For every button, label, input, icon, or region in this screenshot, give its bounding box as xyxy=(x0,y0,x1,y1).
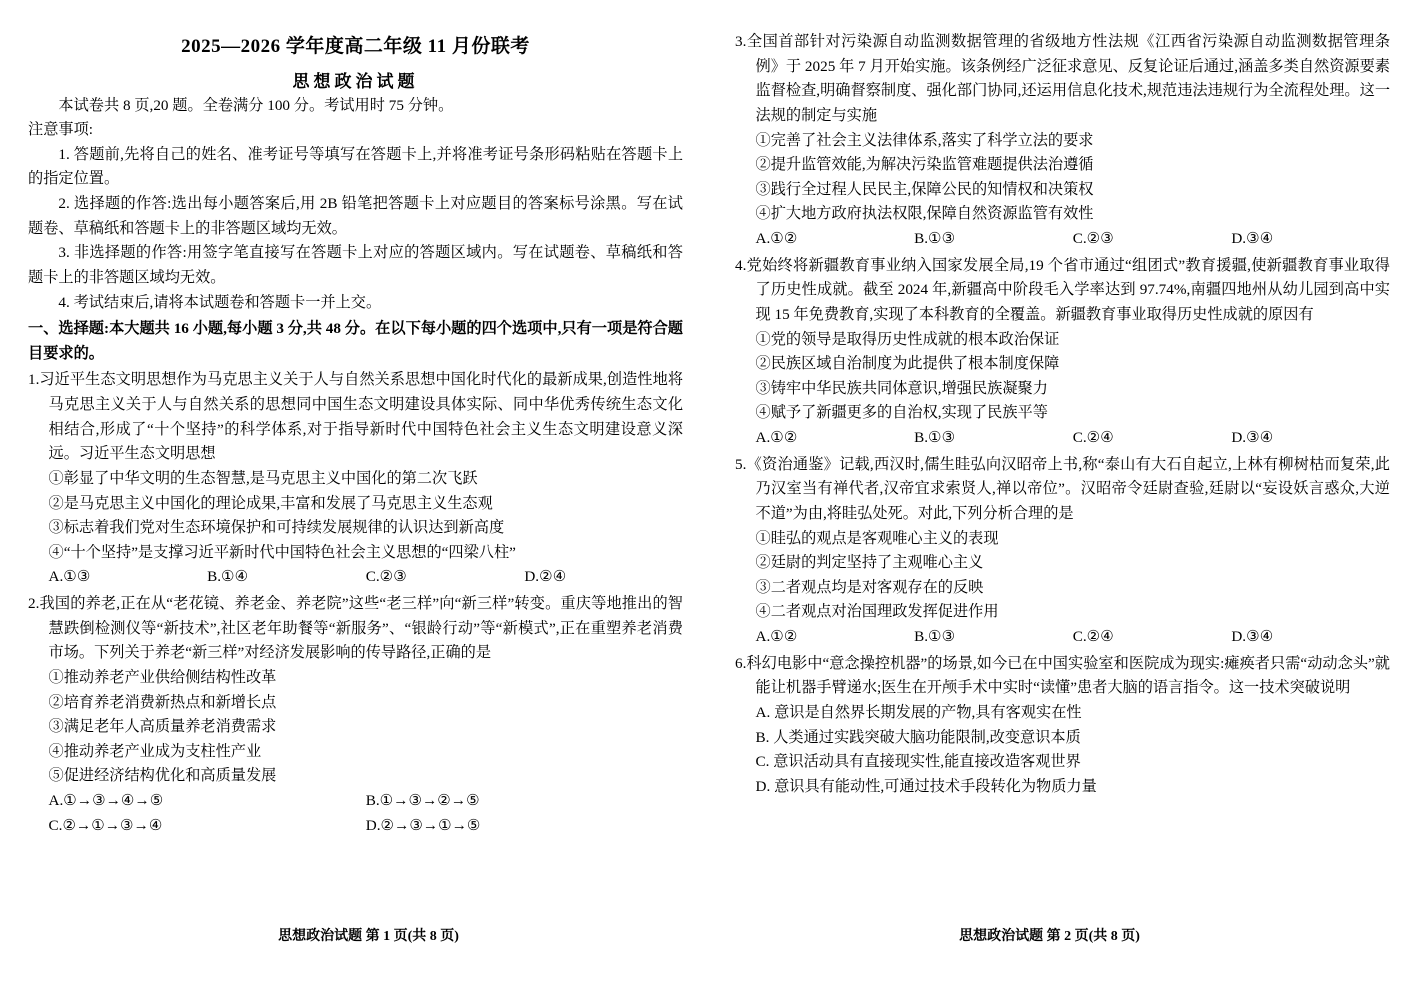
question-1-sub-1: ①彰显了中华文明的生态智慧,是马克思主义中国化的第二次飞跃 xyxy=(48,469,478,487)
question-4-sub-4: ④赋予了新疆更多的自治权,实现了民族平等 xyxy=(755,404,1048,422)
question-2-number: 2. xyxy=(28,595,40,613)
question-1-options xyxy=(28,565,683,590)
question-1-sub-2: ②是马克思主义中国化的理论成果,丰富和发展了马克思主义生态观 xyxy=(48,494,493,512)
question-2-option-b[interactable]: B.①→③→②→⑤ xyxy=(365,792,480,810)
question-3-text: 全国首部针对污染源自动监测数据管理的省级地方性法规《江西省污染源自动监测数据管理条例》于 2025 年 7 月开始实施。该条例经广泛征求意见、反复论证后通过,涵盖多类自然资源要素监督检查,明确督察制度、强化部门协同,还运用信息化技术,规范违法违规行为全流程处理。这一法规的制定与实施 xyxy=(746,33,1390,124)
notice-item-1: 1. 答题前,先将自己的姓名、准考证号等填写在答题卡上,并将准考证号条形码粘贴在答题卡上的指定位置。 xyxy=(28,145,683,188)
question-2-sub-5: ⑤促进经济结构优化和高质量发展 xyxy=(48,767,277,785)
question-2-option-c[interactable]: C.②→①→③→④ xyxy=(48,816,163,834)
question-6-option-a[interactable]: A. 意识是自然界长期发展的产物,具有客观实在性 xyxy=(755,703,1082,721)
question-3-option-b[interactable]: B.①③ xyxy=(914,230,956,247)
notice-item-4: 4. 考试结束后,请将本试题卷和答题卡一并上交。 xyxy=(58,293,382,311)
question-4-option-c[interactable]: C.②④ xyxy=(1072,429,1114,446)
question-1-number: 1. xyxy=(28,371,40,389)
question-1-stem xyxy=(28,368,683,467)
question-6 xyxy=(735,652,1390,800)
question-1-option-b[interactable]: B.①④ xyxy=(207,568,249,586)
notice-label: 注意事项: xyxy=(28,121,93,139)
page-title: 2025—2026 学年度高二年级 11 月份联考 xyxy=(181,36,530,57)
question-1-text: 习近平生态文明思想作为马克思主义关于人与自然关系思想中国化时代化的最新成果,创造性地将马克思主义关于人与自然关系的思想同中国生态文明建设具体实际、同中华优秀传统生态文化相结合,形成了“十个坚持”的科学体系,对于指导新时代中国特色社会主义生态文明建设意义深远。习近平生态文明思想 xyxy=(39,371,683,463)
left-column xyxy=(28,30,709,983)
question-4 xyxy=(735,254,1390,451)
question-4-number: 4. xyxy=(735,256,747,274)
question-3-sub-1: ①完善了社会主义法律体系,落实了科学立法的要求 xyxy=(755,131,1094,149)
question-6-stem xyxy=(735,652,1390,701)
question-3-sub-2: ②提升监管效能,为解决污染监管难题提供法治遵循 xyxy=(755,156,1094,174)
question-3-option-a[interactable]: A.①② xyxy=(755,230,798,247)
question-5-sub-2: ②廷尉的判定坚持了主观唯心主义 xyxy=(755,554,984,572)
question-3-sub-3: ③践行全过程人民民主,保障公民的知情权和决策权 xyxy=(755,180,1094,198)
question-6-option-b[interactable]: B. 人类通过实践突破大脑功能限制,改变意识本质 xyxy=(755,728,1081,746)
question-5-stem xyxy=(735,453,1390,527)
exam-info: 本试卷共 8 页,20 题。全卷满分 100 分。考试用时 75 分钟。 xyxy=(58,96,454,114)
question-1-sub-4: ④“十个坚持”是支撑习近平新时代中国特色社会主义思想的“四梁八柱” xyxy=(48,543,516,561)
question-4-option-b[interactable]: B.①③ xyxy=(914,429,956,446)
question-5-sub-3: ③二者观点均是对客观存在的反映 xyxy=(755,578,984,596)
question-5-option-d[interactable]: D.③④ xyxy=(1231,628,1274,645)
question-4-option-a[interactable]: A.①② xyxy=(755,429,798,446)
question-5-option-c[interactable]: C.②④ xyxy=(1072,628,1114,645)
question-5-sub-4: ④二者观点对治国理政发挥促进作用 xyxy=(755,603,999,621)
question-5-option-a[interactable]: A.①② xyxy=(755,628,798,645)
question-2-options-row-2 xyxy=(28,814,683,839)
notice-item-2: 2. 选择题的作答:选出每小题答案后,用 2B 铅笔把答题卡上对应题目的答案标号涂黑。写在试题卷、草稿纸和答题卡上的非答题区域均无效。 xyxy=(28,195,683,237)
question-3-option-c[interactable]: C.②③ xyxy=(1072,230,1114,247)
question-4-text: 党始终将新疆教育事业纳入国家发展全局,19 个省市通过“组团式”教育援疆,使新疆教育事业取得了历史性成就。截至 2024 年,新疆高中阶段毛入学率达到 97.74%,南疆四地州从幼儿园到高中实现 15 年免费教育,实现了本科教育的全覆盖。新疆教育事业取得历史性成就的原因有 xyxy=(746,256,1390,323)
question-6-option-d[interactable]: D. 意识具有能动性,可通过技术手段转化为物质力量 xyxy=(755,777,1097,795)
question-4-option-d[interactable]: D.③④ xyxy=(1231,429,1274,446)
question-2-stem xyxy=(28,592,683,666)
question-1-sub-3: ③标志着我们党对生态环境保护和可持续发展规律的认识达到新高度 xyxy=(48,519,505,537)
question-3-stem xyxy=(735,30,1390,129)
notice-item-3: 3. 非选择题的作答:用签字笔直接写在答题卡上对应的答题区域内。写在试题卷、草稿纸和答题卡上的非答题区域均无效。 xyxy=(28,244,683,286)
question-3-options xyxy=(735,227,1390,252)
question-5 xyxy=(735,453,1390,650)
question-2-sub-4: ④推动养老产业成为支柱性产业 xyxy=(48,742,262,760)
question-2-text: 我国的养老,正在从“老花镜、养老金、养老院”这些“老三样”向“新三样”转变。重庆等地推出的智慧跌倒检测仪等“新技术”,社区老年助餐等“新服务”、“银龄行动”等“新模式”,正在重塑养老消费市场。下列关于养老“新三样”对经济发展影响的传导路径,正确的是 xyxy=(39,595,683,662)
question-2-options-row-1 xyxy=(28,789,683,814)
question-6-text: 科幻电影中“意念操控机器”的场景,如今已在中国实验室和医院成为现实:瘫痪者只需“动动念头”就能让机器手臂递水;医生在开颅手术中实时“读懂”患者大脑的语言指令。这一技术突破说明 xyxy=(746,654,1390,697)
question-3 xyxy=(735,30,1390,252)
question-4-sub-2: ②民族区域自治制度为此提供了根本制度保障 xyxy=(755,355,1060,373)
question-4-stem xyxy=(735,254,1390,328)
question-2-sub-1: ①推动养老产业供给侧结构性改革 xyxy=(48,668,277,686)
footer-left: 思想政治试题 第 1 页(共 8 页) xyxy=(278,929,459,944)
question-5-number: 5. xyxy=(735,455,747,473)
question-3-option-d[interactable]: D.③④ xyxy=(1231,230,1274,247)
question-1-option-a[interactable]: A.①③ xyxy=(48,568,91,586)
question-1-option-c[interactable]: C.②③ xyxy=(365,568,407,586)
question-3-sub-4: ④扩大地方政府执法权限,保障自然资源监管有效性 xyxy=(755,205,1094,223)
question-2-option-a[interactable]: A.①→③→④→⑤ xyxy=(48,792,164,810)
question-4-options xyxy=(735,426,1390,451)
question-2-sub-2: ②培育养老消费新热点和新增长点 xyxy=(48,693,277,711)
question-2-sub-3: ③满足老年人高质量养老消费需求 xyxy=(48,718,277,736)
question-1 xyxy=(28,368,683,590)
page-subtitle: 思想政治试题 xyxy=(292,71,419,91)
question-5-options xyxy=(735,625,1390,650)
question-3-number: 3. xyxy=(735,33,747,50)
question-5-sub-1: ①眭弘的观点是客观唯心主义的表现 xyxy=(755,529,999,547)
question-2-option-d[interactable]: D.②→③→①→⑤ xyxy=(365,816,481,834)
question-1-option-d[interactable]: D.②④ xyxy=(524,568,567,586)
question-4-sub-1: ①党的领导是取得历史性成就的根本政治保证 xyxy=(755,330,1060,348)
right-column xyxy=(709,30,1390,983)
question-4-sub-3: ③铸牢中华民族共同体意识,增强民族凝聚力 xyxy=(755,379,1048,397)
question-5-text: 《资治通鉴》记载,西汉时,儒生眭弘向汉昭帝上书,称“泰山有大石自起立,上林有柳树枯而复荣,此乃汉室当有禅代者,汉帝宜求索贤人,禅以帝位”。汉昭帝令廷尉查验,廷尉以“妄设妖言惑众,大逆不道”为由,将眭弘处死。对此,下列分析合理的是 xyxy=(746,455,1390,522)
question-6-number: 6. xyxy=(735,654,747,672)
section-heading-choice: 一、选择题:本大题共 16 小题,每小题 3 分,共 48 分。在以下每小题的四个选项中,只有一项是符合题目要求的。 xyxy=(28,320,683,362)
question-5-option-b[interactable]: B.①③ xyxy=(914,628,956,645)
question-6-option-c[interactable]: C. 意识活动具有直接现实性,能直接改造客观世界 xyxy=(755,753,1081,771)
footer-right: 思想政治试题 第 2 页(共 8 页) xyxy=(959,929,1140,944)
question-2 xyxy=(28,592,683,838)
